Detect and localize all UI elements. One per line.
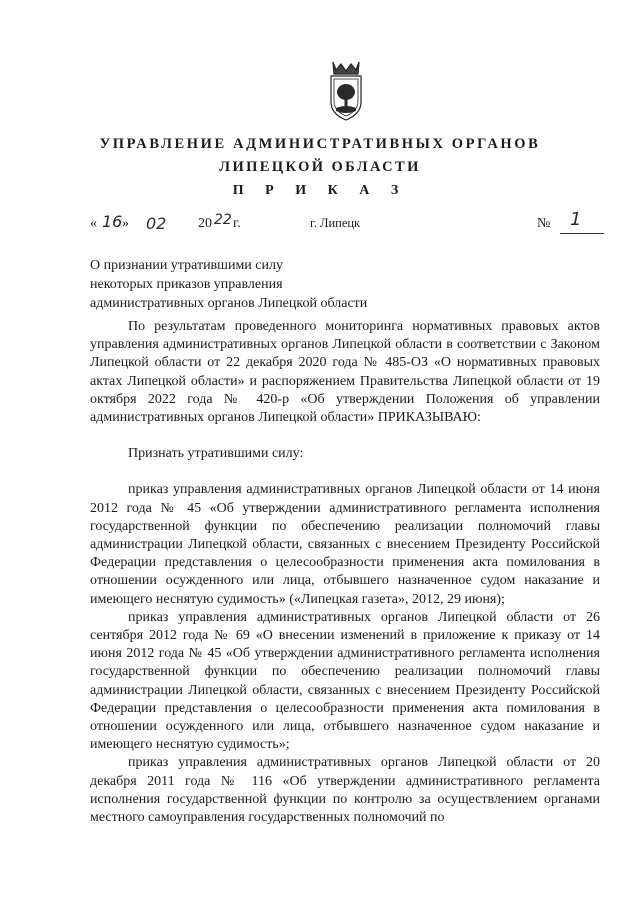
subject-line: О признании утратившими силу [90,258,283,273]
subject-line: административных органов Липецкой области [90,296,368,311]
organization-name: УПРАВЛЕНИЕ АДМИНИСТРАТИВНЫХ ОРГАНОВ [99,136,541,152]
city: г. Липецк [310,216,361,230]
number-underline [560,233,604,234]
document-type: П Р И К А З [232,183,408,198]
date-year-suffix: 22 [214,212,232,228]
date-close-quote: » [122,216,129,231]
organization-region: ЛИПЕЦКОЙ ОБЛАСТИ [219,159,421,175]
date-year-unit: г. [233,216,241,231]
preamble-paragraph: По результатам проведенного мониторинга нормативных правовых актов управления административных органов Липецкой области в соответствии с Законом Липецкой области от 22 декабря 2020 года № 485-ОЗ «О нормативных правовых актах Липецкой области» и распоряжением Правительства Липецкой области от 19 октября 2022 года № 420-р «Об утверждении Положения об управлении административных органов Липецкой области» ПРИКАЗЫВАЮ: [90,319,600,426]
list-item: приказ управления административных органов Липецкой области от 26 сентября 2012 года № 69 «О внесении изменений в приложение к приказу от 14 июня 2012 года № 45 «Об утверждении административного регламента исполнения государственной функции по обеспечению реализации полномочий главы администрации Липецкой области, связанных с внесением Президенту Российской Федерации представления о целесообразности применения акта помилования в отношении осужденного или лица, отбывшего назначенное судом наказание и имеющего неснятую судимость»; [90,609,600,753]
coat-of-arms-icon [325,58,367,124]
date-open-quote: « [90,216,97,231]
order-subject [90,256,367,313]
operative-heading: Признать утратившими силу: [128,446,304,462]
date-year-prefix: 20 [198,216,212,231]
subject-line: некоторых приказов управления [90,277,283,292]
date-month: 02 [146,214,167,233]
list-item: приказ управления административных органов Липецкой области от 14 июня 2012 года № 45 «Об утверждении административного регламента исполнения государственной функции по обеспечению реализации полномочий главы администрации Липецкой области, связанных с внесением Президенту Российской Федерации представления о целесообразности применения акта помилования в отношении осужденного или лица, отбывшего назначенное судом наказание и имеющего неснятую судимость» («Липецкая газета», 2012, 29 июня); [90,482,600,607]
date-number-line [90,209,600,240]
date-day: 16 [102,212,123,231]
order-number: 1 [570,209,582,230]
list-item: приказ управления административных органов Липецкой области от 20 декабря 2011 года № 116 «Об утверждении административного регламента исполнения государственной функции по контролю за осуществлением органами местного самоуправления государственных полномочий по [90,755,600,826]
order-body [90,318,600,827]
number-sign: № [537,216,551,231]
